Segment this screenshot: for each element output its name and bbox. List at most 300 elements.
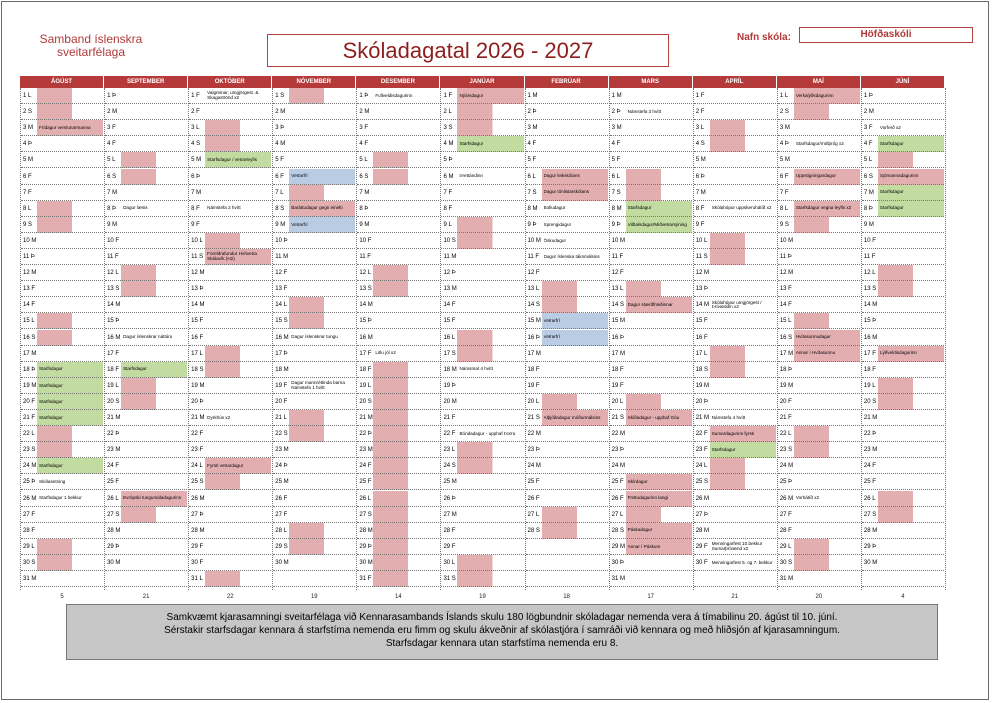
day-cell[interactable]	[526, 120, 608, 136]
day-cell[interactable]	[526, 233, 608, 249]
day-cell[interactable]	[694, 394, 776, 410]
day-cell[interactable]	[526, 313, 608, 329]
day-cell[interactable]	[526, 491, 608, 507]
day-cell[interactable]	[105, 426, 187, 442]
day-cell[interactable]	[357, 426, 439, 442]
day-cell[interactable]	[441, 458, 523, 474]
day-cell[interactable]	[441, 555, 523, 571]
day-cell[interactable]	[526, 152, 608, 168]
day-cell[interactable]	[105, 313, 187, 329]
day-cell[interactable]	[526, 571, 608, 587]
day-cell[interactable]	[526, 474, 608, 490]
day-cell[interactable]	[273, 442, 355, 458]
day-cell[interactable]	[189, 362, 271, 378]
day-cell[interactable]	[21, 313, 103, 329]
day-cell[interactable]	[441, 410, 523, 426]
day-cell[interactable]	[694, 281, 776, 297]
day-cell[interactable]	[778, 539, 860, 555]
day-cell[interactable]	[862, 169, 944, 185]
day-cell[interactable]	[189, 378, 271, 394]
day-cell[interactable]	[21, 249, 103, 265]
day-cell[interactable]	[778, 346, 860, 362]
day-cell[interactable]	[21, 281, 103, 297]
day-cell[interactable]	[273, 104, 355, 120]
day-cell[interactable]	[441, 362, 523, 378]
day-cell[interactable]	[21, 297, 103, 313]
day-cell[interactable]	[273, 217, 355, 233]
day-cell[interactable]	[105, 378, 187, 394]
day-cell[interactable]	[862, 442, 944, 458]
day-cell[interactable]	[21, 571, 103, 587]
day-cell[interactable]	[778, 136, 860, 152]
day-cell[interactable]	[357, 265, 439, 281]
day-cell[interactable]	[610, 152, 692, 168]
day-cell[interactable]	[189, 249, 271, 265]
day-cell[interactable]	[273, 169, 355, 185]
day-cell[interactable]	[694, 185, 776, 201]
day-cell[interactable]	[694, 330, 776, 346]
day-cell[interactable]	[610, 313, 692, 329]
day-cell[interactable]	[105, 136, 187, 152]
day-cell[interactable]	[441, 120, 523, 136]
day-cell[interactable]	[778, 120, 860, 136]
day-cell[interactable]	[610, 88, 692, 104]
day-cell[interactable]	[105, 539, 187, 555]
day-cell[interactable]	[610, 523, 692, 539]
day-cell[interactable]	[357, 362, 439, 378]
day-cell[interactable]	[526, 410, 608, 426]
day-cell[interactable]	[610, 458, 692, 474]
day-cell[interactable]	[610, 555, 692, 571]
day-cell[interactable]	[105, 491, 187, 507]
day-cell[interactable]	[526, 104, 608, 120]
day-cell[interactable]	[189, 233, 271, 249]
day-cell[interactable]	[273, 378, 355, 394]
day-cell[interactable]	[189, 88, 271, 104]
day-cell[interactable]	[694, 217, 776, 233]
day-cell[interactable]	[778, 442, 860, 458]
day-cell[interactable]	[273, 426, 355, 442]
day-cell[interactable]	[105, 120, 187, 136]
day-cell[interactable]	[610, 265, 692, 281]
day-cell[interactable]	[21, 362, 103, 378]
day-cell[interactable]	[694, 136, 776, 152]
day-cell[interactable]	[694, 233, 776, 249]
day-cell[interactable]	[526, 88, 608, 104]
day-cell[interactable]	[778, 362, 860, 378]
day-cell[interactable]	[357, 136, 439, 152]
day-cell[interactable]	[105, 281, 187, 297]
day-cell[interactable]	[273, 507, 355, 523]
day-cell[interactable]	[441, 442, 523, 458]
day-cell[interactable]	[778, 330, 860, 346]
day-cell[interactable]	[21, 120, 103, 136]
day-cell[interactable]	[441, 169, 523, 185]
day-cell[interactable]	[189, 426, 271, 442]
day-cell[interactable]	[862, 474, 944, 490]
day-cell[interactable]	[21, 346, 103, 362]
day-cell[interactable]	[189, 265, 271, 281]
day-cell[interactable]	[21, 169, 103, 185]
day-cell[interactable]	[526, 362, 608, 378]
day-cell[interactable]	[441, 249, 523, 265]
day-cell[interactable]	[189, 474, 271, 490]
day-cell[interactable]	[694, 249, 776, 265]
day-cell[interactable]	[526, 330, 608, 346]
day-cell[interactable]	[273, 136, 355, 152]
day-cell[interactable]	[273, 120, 355, 136]
day-cell[interactable]	[21, 330, 103, 346]
day-cell[interactable]	[610, 297, 692, 313]
day-cell[interactable]	[610, 474, 692, 490]
day-cell[interactable]	[357, 491, 439, 507]
day-cell[interactable]	[778, 185, 860, 201]
day-cell[interactable]	[610, 136, 692, 152]
day-cell[interactable]	[273, 458, 355, 474]
day-cell[interactable]	[21, 442, 103, 458]
day-cell[interactable]	[357, 185, 439, 201]
day-cell[interactable]	[778, 458, 860, 474]
day-cell[interactable]	[778, 297, 860, 313]
day-cell[interactable]	[189, 217, 271, 233]
day-cell[interactable]	[21, 555, 103, 571]
day-cell[interactable]	[189, 491, 271, 507]
day-cell[interactable]	[357, 394, 439, 410]
day-cell[interactable]	[189, 507, 271, 523]
day-cell[interactable]	[273, 346, 355, 362]
day-cell[interactable]	[526, 169, 608, 185]
day-cell[interactable]	[189, 571, 271, 587]
day-cell[interactable]	[21, 523, 103, 539]
day-cell[interactable]	[694, 523, 776, 539]
day-cell[interactable]	[862, 394, 944, 410]
day-cell[interactable]	[273, 523, 355, 539]
day-cell[interactable]	[273, 410, 355, 426]
day-cell[interactable]	[273, 88, 355, 104]
day-cell[interactable]	[105, 201, 187, 217]
day-cell[interactable]	[105, 458, 187, 474]
day-cell[interactable]	[105, 523, 187, 539]
day-cell[interactable]	[526, 442, 608, 458]
day-cell[interactable]	[862, 362, 944, 378]
day-cell[interactable]	[694, 539, 776, 555]
day-cell[interactable]	[694, 378, 776, 394]
day-cell[interactable]	[441, 523, 523, 539]
day-cell[interactable]	[273, 201, 355, 217]
day-cell[interactable]	[610, 410, 692, 426]
day-cell[interactable]	[441, 217, 523, 233]
day-cell[interactable]	[441, 378, 523, 394]
day-cell[interactable]	[189, 346, 271, 362]
day-cell[interactable]	[778, 265, 860, 281]
day-cell[interactable]	[610, 507, 692, 523]
day-cell[interactable]	[21, 185, 103, 201]
day-cell[interactable]	[357, 120, 439, 136]
day-cell[interactable]	[189, 313, 271, 329]
day-cell[interactable]	[357, 523, 439, 539]
day-cell[interactable]	[21, 507, 103, 523]
day-cell[interactable]	[778, 410, 860, 426]
day-cell[interactable]	[105, 346, 187, 362]
day-cell[interactable]	[610, 362, 692, 378]
day-cell[interactable]	[189, 120, 271, 136]
day-cell[interactable]	[694, 555, 776, 571]
day-cell[interactable]	[694, 201, 776, 217]
day-cell[interactable]	[610, 169, 692, 185]
day-cell[interactable]	[526, 378, 608, 394]
day-cell[interactable]	[694, 410, 776, 426]
day-cell[interactable]	[21, 88, 103, 104]
day-cell[interactable]	[862, 571, 944, 587]
day-cell[interactable]	[694, 458, 776, 474]
day-cell[interactable]	[441, 394, 523, 410]
day-cell[interactable]	[441, 104, 523, 120]
day-cell[interactable]	[189, 394, 271, 410]
day-cell[interactable]	[610, 185, 692, 201]
day-cell[interactable]	[105, 249, 187, 265]
day-cell[interactable]	[862, 539, 944, 555]
day-cell[interactable]	[862, 330, 944, 346]
day-cell[interactable]	[357, 313, 439, 329]
day-cell[interactable]	[694, 120, 776, 136]
day-cell[interactable]	[694, 474, 776, 490]
school-name-field[interactable]: Höfðaskóli	[799, 27, 973, 43]
day-cell[interactable]	[610, 571, 692, 587]
day-cell[interactable]	[273, 297, 355, 313]
day-cell[interactable]	[357, 378, 439, 394]
day-cell[interactable]	[273, 474, 355, 490]
day-cell[interactable]	[357, 571, 439, 587]
day-cell[interactable]	[862, 88, 944, 104]
day-cell[interactable]	[778, 233, 860, 249]
day-cell[interactable]	[778, 394, 860, 410]
day-cell[interactable]	[189, 555, 271, 571]
day-cell[interactable]	[105, 152, 187, 168]
day-cell[interactable]	[189, 201, 271, 217]
day-cell[interactable]	[610, 281, 692, 297]
day-cell[interactable]	[21, 378, 103, 394]
day-cell[interactable]	[357, 346, 439, 362]
day-cell[interactable]	[694, 313, 776, 329]
day-cell[interactable]	[694, 571, 776, 587]
day-cell[interactable]	[441, 474, 523, 490]
day-cell[interactable]	[862, 523, 944, 539]
day-cell[interactable]	[21, 539, 103, 555]
day-cell[interactable]	[862, 217, 944, 233]
day-cell[interactable]	[357, 474, 439, 490]
day-cell[interactable]	[21, 474, 103, 490]
day-cell[interactable]	[778, 281, 860, 297]
day-cell[interactable]	[105, 571, 187, 587]
day-cell[interactable]	[189, 330, 271, 346]
day-cell[interactable]	[778, 378, 860, 394]
day-cell[interactable]	[441, 507, 523, 523]
day-cell[interactable]	[694, 346, 776, 362]
day-cell[interactable]	[105, 474, 187, 490]
day-cell[interactable]	[357, 442, 439, 458]
day-cell[interactable]	[862, 426, 944, 442]
day-cell[interactable]	[273, 265, 355, 281]
day-cell[interactable]	[441, 313, 523, 329]
day-cell[interactable]	[694, 491, 776, 507]
day-cell[interactable]	[862, 297, 944, 313]
day-cell[interactable]	[610, 346, 692, 362]
day-cell[interactable]	[189, 523, 271, 539]
day-cell[interactable]	[526, 394, 608, 410]
day-cell[interactable]	[21, 394, 103, 410]
day-cell[interactable]	[189, 458, 271, 474]
day-cell[interactable]	[357, 249, 439, 265]
day-cell[interactable]	[273, 491, 355, 507]
day-cell[interactable]	[778, 474, 860, 490]
day-cell[interactable]	[610, 233, 692, 249]
day-cell[interactable]	[778, 169, 860, 185]
day-cell[interactable]	[526, 136, 608, 152]
day-cell[interactable]	[526, 185, 608, 201]
day-cell[interactable]	[526, 297, 608, 313]
day-cell[interactable]	[526, 458, 608, 474]
day-cell[interactable]	[441, 201, 523, 217]
day-cell[interactable]	[21, 217, 103, 233]
day-cell[interactable]	[273, 185, 355, 201]
day-cell[interactable]	[105, 507, 187, 523]
day-cell[interactable]	[357, 104, 439, 120]
day-cell[interactable]	[862, 410, 944, 426]
day-cell[interactable]	[694, 104, 776, 120]
day-cell[interactable]	[778, 313, 860, 329]
day-cell[interactable]	[21, 426, 103, 442]
day-cell[interactable]	[441, 297, 523, 313]
day-cell[interactable]	[273, 281, 355, 297]
day-cell[interactable]	[273, 249, 355, 265]
day-cell[interactable]	[778, 201, 860, 217]
day-cell[interactable]	[105, 362, 187, 378]
day-cell[interactable]	[21, 265, 103, 281]
day-cell[interactable]	[526, 201, 608, 217]
day-cell[interactable]	[357, 217, 439, 233]
day-cell[interactable]	[526, 281, 608, 297]
day-cell[interactable]	[105, 330, 187, 346]
day-cell[interactable]	[105, 442, 187, 458]
day-cell[interactable]	[862, 491, 944, 507]
day-cell[interactable]	[21, 201, 103, 217]
day-cell[interactable]	[357, 410, 439, 426]
day-cell[interactable]	[105, 555, 187, 571]
day-cell[interactable]	[189, 104, 271, 120]
day-cell[interactable]	[21, 104, 103, 120]
day-cell[interactable]	[694, 265, 776, 281]
day-cell[interactable]	[441, 426, 523, 442]
day-cell[interactable]	[610, 394, 692, 410]
day-cell[interactable]	[357, 539, 439, 555]
day-cell[interactable]	[526, 555, 608, 571]
day-cell[interactable]	[862, 104, 944, 120]
day-cell[interactable]	[105, 265, 187, 281]
day-cell[interactable]	[441, 152, 523, 168]
day-cell[interactable]	[189, 442, 271, 458]
day-cell[interactable]	[778, 555, 860, 571]
day-cell[interactable]	[778, 426, 860, 442]
day-cell[interactable]	[862, 152, 944, 168]
day-cell[interactable]	[862, 378, 944, 394]
day-cell[interactable]	[273, 571, 355, 587]
day-cell[interactable]	[778, 152, 860, 168]
day-cell[interactable]	[273, 539, 355, 555]
day-cell[interactable]	[189, 185, 271, 201]
day-cell[interactable]	[778, 104, 860, 120]
day-cell[interactable]	[862, 136, 944, 152]
day-cell[interactable]	[526, 523, 608, 539]
day-cell[interactable]	[21, 233, 103, 249]
day-cell[interactable]	[189, 136, 271, 152]
day-cell[interactable]	[610, 426, 692, 442]
day-cell[interactable]	[105, 410, 187, 426]
day-cell[interactable]	[778, 217, 860, 233]
day-cell[interactable]	[441, 571, 523, 587]
day-cell[interactable]	[526, 507, 608, 523]
day-cell[interactable]	[610, 201, 692, 217]
day-cell[interactable]	[694, 426, 776, 442]
day-cell[interactable]	[862, 507, 944, 523]
day-cell[interactable]	[778, 523, 860, 539]
day-cell[interactable]	[441, 491, 523, 507]
day-cell[interactable]	[862, 458, 944, 474]
day-cell[interactable]	[694, 297, 776, 313]
day-cell[interactable]	[862, 201, 944, 217]
day-cell[interactable]	[273, 330, 355, 346]
day-cell[interactable]	[862, 233, 944, 249]
day-cell[interactable]	[694, 152, 776, 168]
day-cell[interactable]	[357, 169, 439, 185]
day-cell[interactable]	[862, 555, 944, 571]
day-cell[interactable]	[189, 410, 271, 426]
day-cell[interactable]	[21, 152, 103, 168]
day-cell[interactable]	[610, 120, 692, 136]
day-cell[interactable]	[357, 330, 439, 346]
day-cell[interactable]	[357, 88, 439, 104]
day-cell[interactable]	[21, 491, 103, 507]
day-cell[interactable]	[526, 217, 608, 233]
day-cell[interactable]	[105, 104, 187, 120]
day-cell[interactable]	[526, 539, 608, 555]
day-cell[interactable]	[273, 362, 355, 378]
day-cell[interactable]	[105, 169, 187, 185]
day-cell[interactable]	[189, 539, 271, 555]
day-cell[interactable]	[610, 491, 692, 507]
day-cell[interactable]	[778, 571, 860, 587]
day-cell[interactable]	[105, 394, 187, 410]
day-cell[interactable]	[441, 539, 523, 555]
day-cell[interactable]	[694, 88, 776, 104]
day-cell[interactable]	[441, 233, 523, 249]
day-cell[interactable]	[526, 426, 608, 442]
day-cell[interactable]	[694, 507, 776, 523]
day-cell[interactable]	[21, 458, 103, 474]
day-cell[interactable]	[526, 265, 608, 281]
day-cell[interactable]	[357, 555, 439, 571]
day-cell[interactable]	[105, 233, 187, 249]
day-cell[interactable]	[189, 297, 271, 313]
day-cell[interactable]	[862, 346, 944, 362]
day-cell[interactable]	[21, 136, 103, 152]
day-cell[interactable]	[105, 217, 187, 233]
day-cell[interactable]	[610, 378, 692, 394]
day-cell[interactable]	[189, 169, 271, 185]
day-cell[interactable]	[21, 410, 103, 426]
day-cell[interactable]	[441, 88, 523, 104]
day-cell[interactable]	[610, 539, 692, 555]
day-cell[interactable]	[357, 281, 439, 297]
